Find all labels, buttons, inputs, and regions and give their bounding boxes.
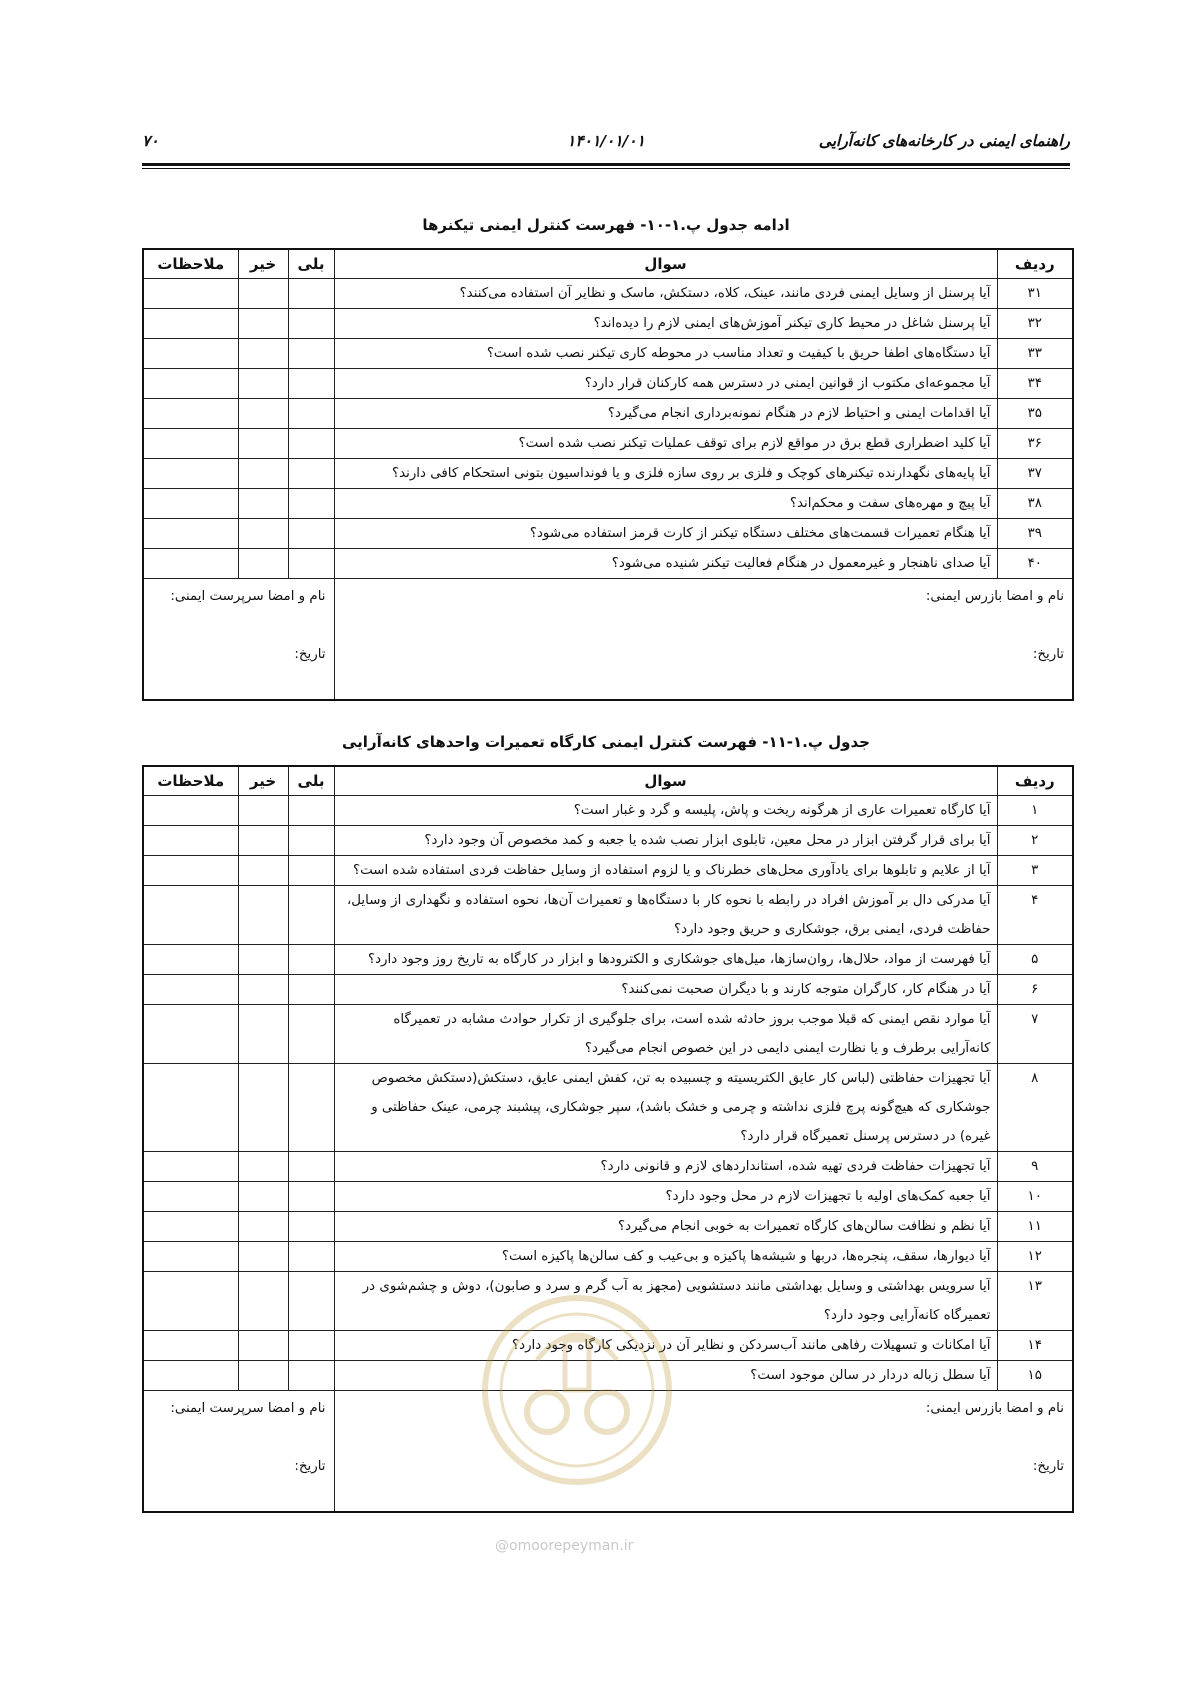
row-number: ۹ [997,1152,1073,1182]
notes-cell[interactable] [143,549,238,579]
yes-cell[interactable] [288,945,334,975]
question-text: آیا پیچ و مهره‌های سفت و محکم‌اند؟ [334,489,997,519]
inspector-date-label: تاریخ: [1032,1459,1064,1474]
table-row [143,399,1073,429]
row-number: ۳۱ [997,279,1073,309]
notes-cell[interactable] [143,975,238,1005]
no-cell[interactable] [238,1064,288,1152]
no-cell[interactable] [238,1242,288,1272]
no-cell[interactable] [238,1212,288,1242]
signature-row [143,579,1073,701]
question-text: آیا برای قرار گرفتن ابزار در محل معین، تابلوی ابزار نصب شده یا جعبه و کمد مخصوص آن وجود دارد؟ [334,826,997,856]
no-cell[interactable] [238,856,288,886]
supervisor-signature-cell[interactable] [143,579,334,701]
notes-cell[interactable] [143,489,238,519]
no-cell[interactable] [238,1331,288,1361]
no-cell[interactable] [238,1152,288,1182]
no-cell[interactable] [238,549,288,579]
question-text: آیا تجهیزات حفاظتی (لباس کار عایق الکتریسیته و چسبیده به تن، کفش ایمنی عایق، دستکش(دستکش مخصوص جوشکاری که هیچ‌گونه پرچ فلزی نداشته و چرمی و خشک باشد)، سپر جوشکاری، پیشبند چرمی، عینک حفاظتی و غیره) در دسترس پرسنل تعمیرگاه قرار دارد؟ [334,1064,997,1152]
notes-cell[interactable] [143,1272,238,1331]
inspector-signature-label: نام و امضا بازرس ایمنی: [925,1401,1064,1416]
question-text: آیا پایه‌های نگهدارنده تیکنرهای کوچک و فلزی بر روی سازه فلزی و یا فونداسیون بتونی استحکام کافی دارند؟ [334,459,997,489]
table-row [143,549,1073,579]
notes-cell[interactable] [143,1331,238,1361]
supervisor-date-label: تاریخ: [294,647,326,662]
row-number: ۳۹ [997,519,1073,549]
book-title: راهنمای ایمنی در کارخانه‌های کانه‌آرایی [818,132,1070,150]
inspector-date-label: تاریخ: [1032,647,1064,662]
page-number: ۷۰ [142,132,159,150]
table-row [143,1182,1073,1212]
question-text: آیا مدرکی دال بر آموزش افراد در رابطه با نحوه کار با دستگاه‌ها و تعمیرات آن‌ها، نحوه استفاده و نگهداری از وسایل، حفاظت فردی، ایمنی برق، جوشکاری و حریق وجود دارد؟ [334,886,997,945]
table-row [143,945,1073,975]
table1-caption: ادامه جدول پ.۱-۱۰- فهرست کنترل ایمنی تیکنرها [422,216,790,234]
question-text: آیا فهرست از مواد، حلال‌ها، روان‌سازها، میل‌های جوشکاری و الکترودها و ابزار در کارگاه به تاریخ روز وجود دارد؟ [334,945,997,975]
question-text: آیا در هنگام کار، کارگران متوجه کارند و با دیگران صحبت نمی‌کنند؟ [334,975,997,1005]
notes-cell[interactable] [143,429,238,459]
inspector-signature-label: نام و امضا بازرس ایمنی: [925,589,1064,604]
no-cell[interactable] [238,309,288,339]
yes-cell[interactable] [288,1212,334,1242]
table-row [143,369,1073,399]
notes-cell[interactable] [143,399,238,429]
question-text: آیا سطل زباله دردار در سالن موجود است؟ [334,1361,997,1391]
notes-cell[interactable] [143,886,238,945]
no-cell[interactable] [238,519,288,549]
yes-cell[interactable] [288,459,334,489]
yes-cell[interactable] [288,1331,334,1361]
notes-cell[interactable] [143,309,238,339]
header-notes: ملاحظات [143,249,238,279]
row-number: ۱۱ [997,1212,1073,1242]
question-text: آیا پرسنل از وسایل ایمنی فردی مانند، عینک، کلاه، دستکش، ماسک و نظایر آن استفاده می‌کنند؟ [334,279,997,309]
row-number: ۱۳ [997,1272,1073,1331]
yes-cell[interactable] [288,1361,334,1391]
row-number: ۴ [997,886,1073,945]
no-cell[interactable] [238,339,288,369]
table-row [143,309,1073,339]
yes-cell[interactable] [288,1064,334,1152]
yes-cell[interactable] [288,1242,334,1272]
header-question: سوال [334,249,997,279]
yes-cell[interactable] [288,309,334,339]
row-number: ۳۵ [997,399,1073,429]
question-text: آیا تجهیزات حفاظت فردی تهیه شده، استانداردهای لازم و قانونی دارد؟ [334,1152,997,1182]
header-date: ۱۴۰۱/۰۱/۰۱ [567,132,645,150]
checklist-table-thickeners [142,248,1074,701]
header-rule-thin [142,168,1070,169]
inspector-signature-cell[interactable] [334,1391,1073,1513]
yes-cell[interactable] [288,399,334,429]
yes-cell[interactable] [288,429,334,459]
notes-cell[interactable] [143,369,238,399]
question-text: آیا جعبه کمک‌های اولیه با تجهیزات لازم در محل وجود دارد؟ [334,1182,997,1212]
row-number: ۳ [997,856,1073,886]
notes-cell[interactable] [143,1212,238,1242]
no-cell[interactable] [238,826,288,856]
question-text: آیا هنگام تعمیرات قسمت‌های مختلف دستگاه تیکنر از کارت قرمز استفاده می‌شود؟ [334,519,997,549]
notes-cell[interactable] [143,945,238,975]
row-number: ۸ [997,1064,1073,1152]
supervisor-signature-label: نام و امضا سرپرست ایمنی: [170,589,326,604]
question-text: آیا مجموعه‌ای مکتوب از قوانین ایمنی در دسترس همه کارکنان قرار دارد؟ [334,369,997,399]
notes-cell[interactable] [143,1361,238,1391]
yes-cell[interactable] [288,1272,334,1331]
question-text: آیا دیوارها، سقف، پنجره‌ها، دربها و شیشه‌ها پاکیزه و بی‌عیب و کف سالن‌ها پاکیزه است؟ [334,1242,997,1272]
supervisor-signature-cell[interactable] [143,1391,334,1513]
row-number: ۳۳ [997,339,1073,369]
table-row [143,1005,1073,1064]
row-number: ۱۰ [997,1182,1073,1212]
notes-cell[interactable] [143,1005,238,1064]
header-no: خیر [238,249,288,279]
watermark-logo [477,1290,677,1490]
row-number: ۱۵ [997,1361,1073,1391]
row-number: ۱۴ [997,1331,1073,1361]
notes-cell[interactable] [143,339,238,369]
row-number: ۴۰ [997,549,1073,579]
yes-cell[interactable] [288,519,334,549]
yes-cell[interactable] [288,856,334,886]
no-cell[interactable] [238,369,288,399]
notes-cell[interactable] [143,856,238,886]
no-cell[interactable] [238,1182,288,1212]
question-text: آیا کلید اضطراری قطع برق در مواقع لازم برای توقف عملیات تیکنر نصب شده است؟ [334,429,997,459]
yes-cell[interactable] [288,369,334,399]
running-header [142,128,1070,156]
notes-cell[interactable] [143,519,238,549]
notes-cell[interactable] [143,1182,238,1212]
table2-caption: جدول پ.۱-۱۱- فهرست کنترل ایمنی کارگاه تعمیرات واحدهای کانه‌آرایی [342,733,870,751]
notes-cell[interactable] [143,826,238,856]
notes-cell[interactable] [143,459,238,489]
yes-cell[interactable] [288,1005,334,1064]
no-cell[interactable] [238,279,288,309]
table-row [143,489,1073,519]
header-yes: بلی [288,249,334,279]
row-number: ۵ [997,945,1073,975]
table-row [143,459,1073,489]
notes-cell[interactable] [143,1242,238,1272]
row-number: ۳۴ [997,369,1073,399]
notes-cell[interactable] [143,796,238,826]
question-text: آیا پرسنل شاغل در محیط کاری تیکنر آموزش‌های ایمنی لازم را دیده‌اند؟ [334,309,997,339]
yes-cell[interactable] [288,1152,334,1182]
row-number: ۷ [997,1005,1073,1064]
table-row [143,826,1073,856]
yes-cell[interactable] [288,975,334,1005]
table-row [143,856,1073,886]
table-row [143,1242,1073,1272]
no-cell[interactable] [238,399,288,429]
table-row [143,796,1073,826]
row-number: ۱ [997,796,1073,826]
no-cell[interactable] [238,1361,288,1391]
question-text: آیا نظم و نظافت سالن‌های کارگاه تعمیرات به خوبی انجام می‌گیرد؟ [334,1212,997,1242]
supervisor-date-label: تاریخ: [294,1459,326,1474]
notes-cell[interactable] [143,1064,238,1152]
header-row-number: ردیف [997,249,1073,279]
question-text: آیا موارد نقص ایمنی که قبلا موجب بروز حادثه شده است، برای جلوگیری از تکرار حوادث مشابه در تعمیرگاه کانه‌آرایی برطرف و یا نظارت ایمنی دایمی در این خصوص انجام می‌گیرد؟ [334,1005,997,1064]
row-number: ۲ [997,826,1073,856]
row-number: ۶ [997,975,1073,1005]
supervisor-signature-label: نام و امضا سرپرست ایمنی: [170,1401,326,1416]
yes-cell[interactable] [288,796,334,826]
no-cell[interactable] [238,886,288,945]
yes-cell[interactable] [288,549,334,579]
table-row [143,886,1073,945]
row-number: ۱۲ [997,1242,1073,1272]
yes-cell[interactable] [288,489,334,519]
table-row [143,1064,1073,1152]
question-text: آیا از علایم و تابلوها برای یادآوری محل‌های خطرناک و یا لزوم استفاده از وسایل حفاظت فردی استفاده شده است؟ [334,856,997,886]
no-cell[interactable] [238,975,288,1005]
watermark-text: @omoorepeyman.ir [495,1538,634,1554]
question-text: آیا سرویس بهداشتی و وسایل بهداشتی مانند دستشویی (مجهز به آب گرم و سرد و صابون)، دوش و چشم‌شوی در تعمیرگاه کانه‌آرایی وجود دارد؟ [334,1272,997,1331]
yes-cell[interactable] [288,886,334,945]
no-cell[interactable] [238,796,288,826]
header-notes: ملاحظات [143,766,238,796]
yes-cell[interactable] [288,279,334,309]
row-number: ۳۲ [997,309,1073,339]
row-number: ۳۷ [997,459,1073,489]
header-yes: بلی [288,766,334,796]
yes-cell[interactable] [288,1182,334,1212]
notes-cell[interactable] [143,1152,238,1182]
table-row [143,1212,1073,1242]
no-cell[interactable] [238,1005,288,1064]
no-cell[interactable] [238,945,288,975]
no-cell[interactable] [238,489,288,519]
question-text: آیا کارگاه تعمیرات عاری از هرگونه ریخت و پاش، پلیسه و گرد و غبار است؟ [334,796,997,826]
question-text: آیا صدای ناهنجار و غیرمعمول در هنگام فعالیت تیکنر شنیده می‌شود؟ [334,549,997,579]
yes-cell[interactable] [288,339,334,369]
header-rule-thick [142,163,1070,166]
table-row [143,519,1073,549]
row-number: ۳۸ [997,489,1073,519]
header-row-number: ردیف [997,766,1073,796]
table-row [143,279,1073,309]
header-no: خیر [238,766,288,796]
header-question: سوال [334,766,997,796]
no-cell[interactable] [238,459,288,489]
row-number: ۳۶ [997,429,1073,459]
question-text: آیا اقدامات ایمنی و احتیاط لازم در هنگام نمونه‌برداری انجام می‌گیرد؟ [334,399,997,429]
table-row [143,339,1073,369]
no-cell[interactable] [238,1272,288,1331]
inspector-signature-cell[interactable] [334,579,1073,701]
table-row [143,1152,1073,1182]
table-row [143,975,1073,1005]
notes-cell[interactable] [143,279,238,309]
question-text: آیا دستگاه‌های اطفا حریق با کیفیت و تعداد مناسب در محوطه کاری تیکنر نصب شده است؟ [334,339,997,369]
yes-cell[interactable] [288,826,334,856]
question-text: آیا امکانات و تسهیلات رفاهی مانند آب‌سردکن و نظایر آن در نزدیکی کارگاه وجود دارد؟ [334,1331,997,1361]
no-cell[interactable] [238,429,288,459]
table-row [143,429,1073,459]
